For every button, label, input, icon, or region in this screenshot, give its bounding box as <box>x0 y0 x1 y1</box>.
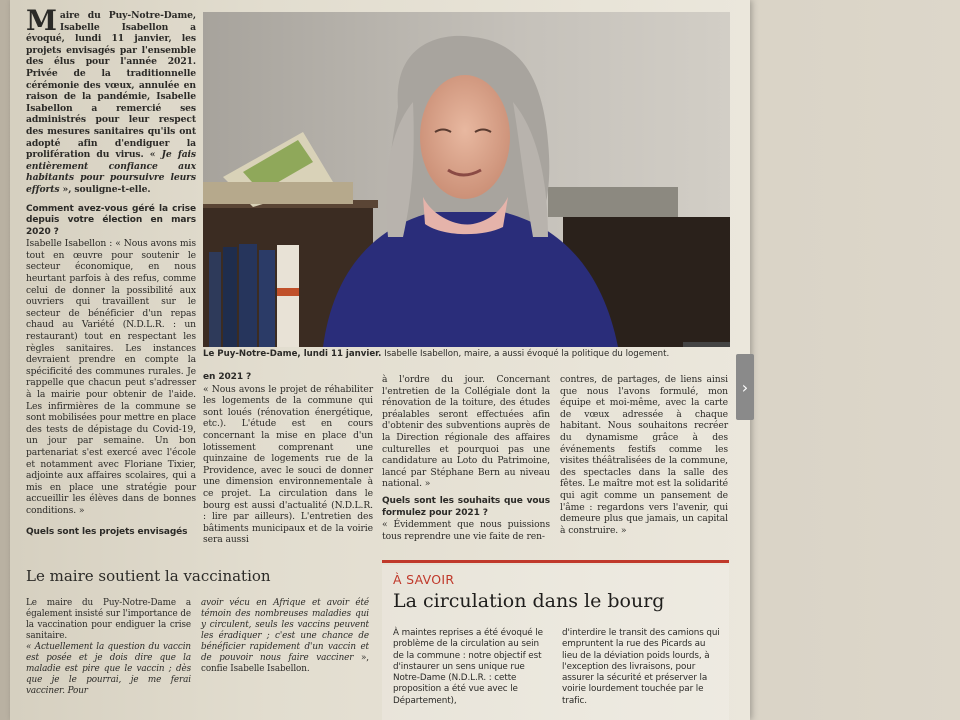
a-savoir-kicker: À SAVOIR <box>393 572 455 587</box>
column-4 <box>560 374 728 536</box>
red-rule <box>382 560 729 563</box>
dropcap: M <box>26 4 57 37</box>
column-3 <box>382 374 550 542</box>
answer-3: « Évidemment que nous puissions tous reprendre une vie faite de ren- <box>382 519 550 542</box>
intro-paragraph: Maire du Puy-Notre-Dame, Isabelle Isabellon a évoqué, lundi 11 janvier, les projets envisagés par l'ensemble des élus pour l'année 2021. Privée de la traditionnelle cérémonie des vœux, annulée en raison de la pandémie, Isabelle Isabellon a remercié ses administrés pour leur respect des mesures sanitaires qu'ils ont adopté afin d'endiguer la prolifération du virus. « Je fais entièrement confiance aux habitants pour poursuivre leurs efforts », souligne-t-elle. <box>26 4 197 195</box>
chevron-right-icon: › <box>741 377 749 397</box>
photo-caption: Le Puy-Notre-Dame, lundi 11 janvier. Isabelle Isabellon, maire, a aussi évoqué la politique du logement. <box>203 349 670 359</box>
column-left <box>26 4 197 538</box>
answer-2-continued: à l'ordre du jour. Concernant l'entretien de la Collégiale dont la rénovation de la toiture, des études préalables seront effectuées afin d'obtenir des subventions auprès de la Direction régionale des affaires culturelles et pourquoi pas une candidature au Loto du Patrimoine, lancé par Stéphane Bern au niveau national. » <box>382 374 550 490</box>
question-3: Quels sont les souhaits que vous formulez pour 2021 ? <box>382 495 550 518</box>
answer-1: Isabelle Isabellon : « Nous avons mis tout en œuvre pour soutenir le secteur économique, en nous heurtant parfois à des refus, comme celui de donner la possibilité aux ouvriers qui travaillent sur le secteur de bénéficier d'un repas chaud au Variété (N.D.L.R. : un restaurant) tout en respectant les règles sanitaires. Les instances devraient prendre en compte la spécificité des communes rurales. Je rappelle que chacun peut s'adresser à la mairie pour obtenir de l'aide. Les infirmières de la commune se sont mobilisées pour mettre en place des tests de dépistage du Covid-19, un jour par semaine. Un bon partenariat s'est exercé avec l'école et notamment avec Floriane Tixier, adjointe aux affaires scolaires, qui a mis en place une stratégie pour accueillir les élèves dans de bonnes conditions. » <box>26 238 196 516</box>
circulation-col2: d'interdire le transit des camions qui empruntent la rue des Picards au lieu de la déviation poids lourds, à l'exception des livraisons, pour assurer la sécurité et préserver la voirie lourdement touchée par le trafic. <box>562 628 720 706</box>
vaccination-col2: avoir vécu en Afrique et avoir été témoin des nombreuses maladies qui y circulent, seuls les vaccins peuvent les éradiquer ; c'est une chance de bénéficier rapidement d'un vaccin et de pouvoir nous faire vacciner », confie Isabelle Isabellon. <box>201 598 369 674</box>
circulation-headline: La circulation dans le bourg <box>393 590 665 612</box>
column-2 <box>203 372 373 546</box>
answer-2: « Nous avons le projet de réhabiliter les logements de la commune qui sont loués (rénovation énergétique, etc.). L'étude est en cours concernant la mise en place d'un lotissement comprenant une quinzaine de logements rue de la Providence, avec le souci de donner une dimension environnementale à ce projet. La circulation dans le bourg est aussi d'actualité (N.D.L.R. : lire par ailleurs). L'entretien des bâtiments municipaux et de la voirie sera aussi <box>203 383 373 546</box>
question-1: Comment avez-vous géré la crise depuis votre élection en mars 2020 ? <box>26 203 196 237</box>
question-2: Quels sont les projets envisagés <box>26 526 188 537</box>
portrait-photo <box>203 12 730 347</box>
answer-3-continued: contres, de partages, de liens ainsi que nous l'avons formulé, mon équipe et moi-même, avec la carte de vœux adressée à chaque habitant. Nous souhaitons recréer du dynamisme grâce à des événements festifs comme les visites théâtralisées de la commune, des spectacles dans la salle des fêtes. Le maître mot est la solidarité qui agit comme un pansement de l'âme : regardons vers l'avenir, qui demeure plus que jamais, un capital à construire. » <box>560 374 728 536</box>
circulation-col1: À maintes reprises a été évoqué le problème de la circulation au sein de la commune : notre objectif est d'instaurer un sens unique rue Notre-Dame (N.D.L.R. : cette proposition a été vue avec le Département), <box>393 628 543 706</box>
next-image-button[interactable] <box>736 354 754 420</box>
vaccination-col1: Le maire du Puy-Notre-Dame a également insisté sur l'importance de la vaccination pour endiguer la crise sanitaire. « Actuellement la question du vaccin est posée et je dois dire que la maladie est pire que le vaccin ; dès que je le pourrai, je me ferai vacciner. Pour <box>26 598 191 696</box>
vaccination-headline: Le maire soutient la vaccination <box>26 567 271 585</box>
question-2-continued: en 2021 ? <box>203 372 252 382</box>
photo-image <box>203 12 730 347</box>
